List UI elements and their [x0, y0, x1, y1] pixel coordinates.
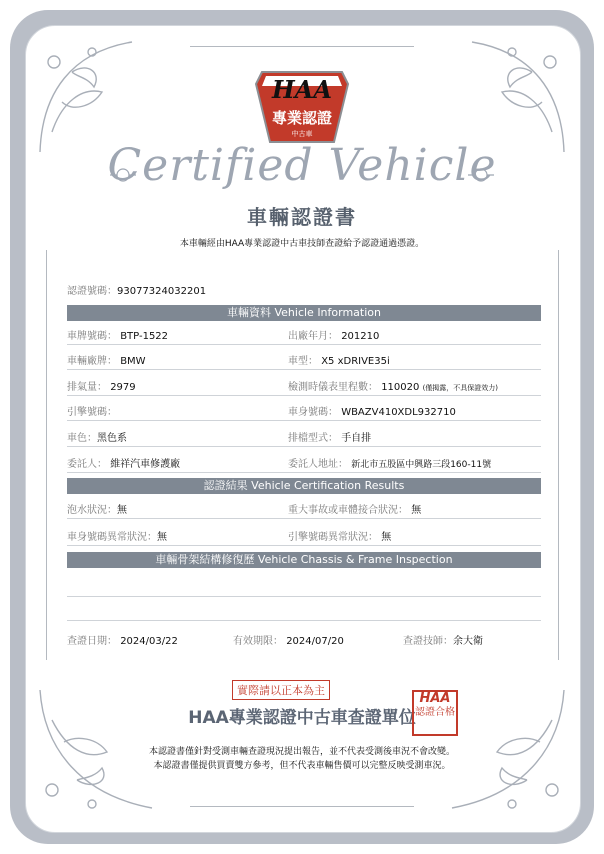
mileage-value: 110020 [381, 382, 420, 393]
engine-number-label: 引擎號碼： [67, 407, 117, 418]
displacement-label: 排氣量： [67, 382, 107, 393]
model-label: 車型： [288, 356, 318, 367]
mileage-note: (僅揭露，不具保證效力) [422, 384, 499, 392]
accident-value: 無 [411, 505, 422, 516]
chassis-blank-line [67, 620, 541, 621]
info-row [67, 398, 541, 421]
right-rule [558, 250, 559, 660]
brand-value: BMW [120, 356, 146, 367]
manufacture-date-label: 出廠年月： [288, 331, 338, 342]
seal-text: 認證合格 [415, 707, 455, 718]
flood-label: 泡水狀況： [67, 505, 117, 516]
vin-anomaly-value: 無 [157, 532, 167, 543]
info-row [67, 450, 541, 473]
inspection-date [67, 632, 178, 647]
seal-mark: HAA [419, 691, 451, 706]
inspection-date-label: 查證日期： [67, 636, 117, 647]
vin-value: WBAZV410XDL932710 [341, 407, 456, 418]
intro-text: 本車輛經由HAA專業認證中古車技師查證給予認證通過憑證。 [179, 239, 425, 249]
technician [403, 632, 483, 647]
brand-label: 車輛廠牌： [67, 356, 117, 367]
original-notice-stamp: 實際請以正本為主 [232, 680, 330, 700]
model-value: X5 xDRIVE35i [321, 356, 390, 367]
info-row [67, 347, 541, 370]
client-address-value: 新北市五股區中興路三段160-11號 [351, 460, 492, 470]
plate-label: 車牌號碼： [67, 331, 117, 342]
vin-anomaly-label: 車身號碼異常狀況： [67, 532, 157, 543]
bottom-rule [190, 806, 414, 807]
vin-label: 車身號碼： [288, 407, 338, 418]
valid-until-value: 2024/07/20 [286, 636, 344, 647]
transmission-value: 手自排 [341, 433, 372, 444]
left-rule [46, 250, 47, 660]
engine-anomaly-value: 無 [381, 532, 392, 543]
info-row [67, 322, 541, 345]
certificate-number [67, 282, 206, 297]
approval-seal [412, 690, 458, 736]
color-label: 車色： [67, 433, 97, 444]
chassis-blank-line [67, 596, 541, 597]
logo-sub: 中古車 [291, 130, 313, 138]
inspection-date-value: 2024/03/22 [120, 636, 178, 647]
issuing-unit: HAA專業認證中古車查證單位 [188, 708, 416, 728]
technician-label: 查證技師： [403, 636, 453, 647]
chassis-heading: 車輛骨架結構修復歷 Vehicle Chassis & Frame Inspection [67, 552, 541, 568]
vehicle-info-heading: 車輛資料 Vehicle Information [67, 305, 541, 321]
certificate-number-value: 93077324032201 [117, 286, 207, 297]
color-value: 黑色系 [97, 433, 127, 444]
transmission-label: 排檔型式： [288, 433, 338, 444]
disclaimer-line-1: 本認證書僅針對受測車輛查證現況提出報告，並不代表受測後車況不會改變。 [148, 747, 455, 757]
cert-results-heading: 認證結果 Vehicle Certification Results [67, 478, 541, 494]
technician-value: 余大衛 [453, 636, 483, 647]
valid-until-label: 有效期限： [233, 636, 283, 647]
client-address-label: 委託人地址： [288, 459, 348, 470]
displacement-value: 2979 [110, 382, 136, 393]
flood-value: 無 [117, 505, 127, 516]
result-row [67, 523, 541, 546]
accident-label: 重大事故或車體接合狀況： [288, 505, 408, 516]
client-value: 維祥汽車修護廠 [110, 459, 181, 470]
plate-value: BTP-1522 [120, 331, 169, 342]
script-title: Certified Vehicle [107, 140, 497, 191]
logo-badge: 專業認證 [271, 109, 333, 127]
haa-logo [252, 62, 352, 148]
valid-until [233, 632, 344, 647]
top-rule [190, 46, 414, 47]
info-row [67, 424, 541, 447]
client-label: 委託人： [67, 459, 107, 470]
engine-anomaly-label: 引擎號碼異常狀況： [288, 532, 378, 543]
certificate-title: 車輛認證書 [247, 205, 357, 229]
mileage-label: 檢測時儀表里程數： [288, 382, 378, 393]
certificate-number-label: 認證號碼： [67, 286, 117, 297]
info-row [67, 373, 541, 396]
disclaimer-line-2: 本認證書僅提供買賣雙方參考，但不代表車輛售價可以完整反映受測車況。 [153, 761, 451, 771]
result-row [67, 496, 541, 519]
manufacture-date-value: 201210 [341, 331, 380, 342]
logo-mark: HAA [272, 75, 332, 104]
